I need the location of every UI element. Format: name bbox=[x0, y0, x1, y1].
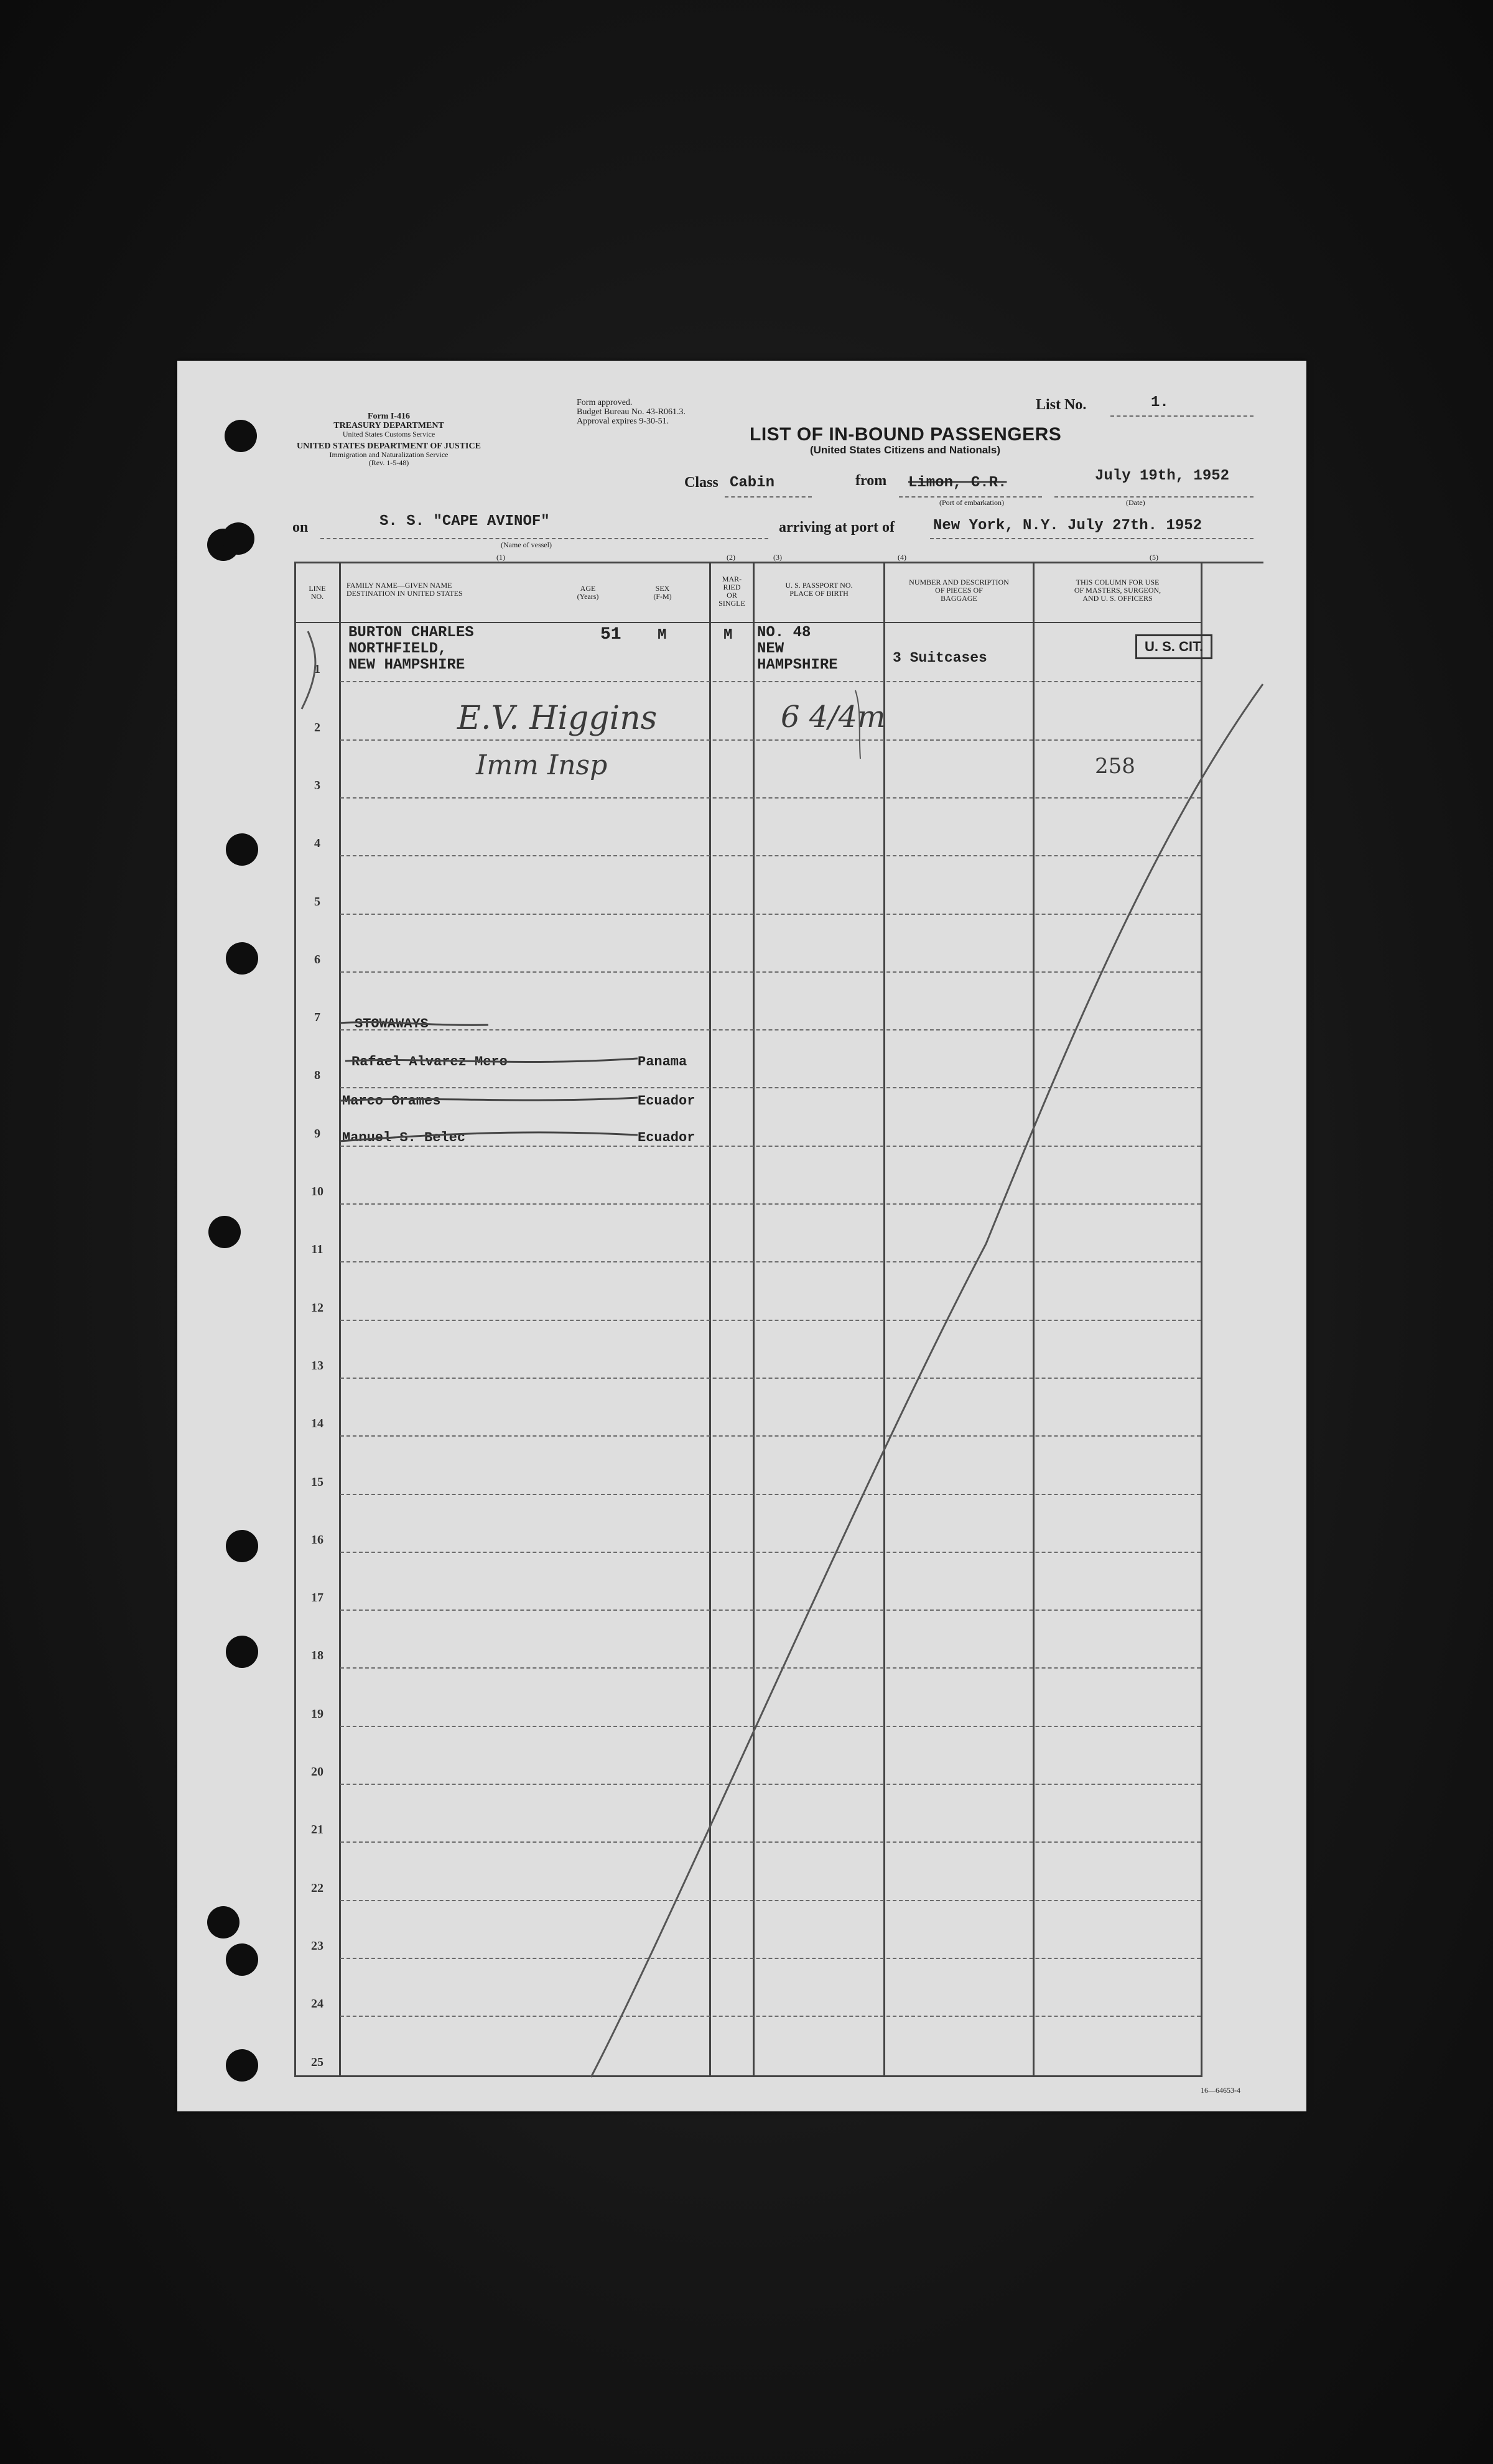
list-label: List No. bbox=[1036, 397, 1087, 413]
passenger-state: NEW HAMPSHIRE bbox=[348, 657, 465, 674]
column-number-3: (3) bbox=[773, 553, 782, 562]
column-number-5: (5) bbox=[1150, 553, 1158, 562]
stowaway-country: Panama bbox=[638, 1054, 687, 1070]
list-number: 1. bbox=[1151, 394, 1169, 411]
header-line-no-2: NO. bbox=[310, 592, 324, 601]
row-number: 11 bbox=[311, 1243, 323, 1257]
header-passport-1: U. S. PASSPORT NO. bbox=[785, 581, 853, 590]
class-label: Class bbox=[684, 475, 719, 491]
passenger-sex: M bbox=[658, 627, 667, 644]
stowaway-strike bbox=[339, 1098, 638, 1101]
column-number-1: (1) bbox=[496, 553, 505, 562]
row-number: 16 bbox=[311, 1532, 323, 1547]
row-number: 23 bbox=[311, 1938, 323, 1953]
row-number: 12 bbox=[311, 1300, 323, 1315]
inspector-initials: 6 4/4m bbox=[781, 700, 886, 734]
header-married-3: OR bbox=[727, 591, 737, 600]
stowaway-strike bbox=[345, 1058, 638, 1062]
row-number: 2 bbox=[314, 720, 320, 734]
header-baggage-1: NUMBER AND DESCRIPTION bbox=[909, 578, 1009, 586]
date-caption: (Date) bbox=[1126, 498, 1145, 507]
row-number: 24 bbox=[311, 1997, 323, 2011]
row-number: 7 bbox=[314, 1011, 320, 1025]
header-age-1: AGE bbox=[580, 584, 596, 593]
stowaway-strike bbox=[339, 1132, 638, 1141]
stowaway-name: Manuel S. Belec bbox=[342, 1130, 466, 1146]
embarkation-value: Limon, C.R. bbox=[908, 475, 1007, 491]
inspector-signature: E.V. Higgins bbox=[457, 700, 658, 737]
passenger-name: BURTON CHARLES bbox=[348, 624, 474, 641]
passenger-city: NORTHFIELD, bbox=[348, 641, 447, 657]
arriving-label: arriving at port of bbox=[779, 519, 895, 535]
column-number-2: (2) bbox=[727, 553, 735, 562]
column-number-4: (4) bbox=[898, 553, 906, 562]
approval-line3: Approval expires 9-30-51. bbox=[577, 417, 669, 426]
header-sex-1: SEX bbox=[655, 584, 670, 593]
row-number: 15 bbox=[311, 1475, 323, 1489]
class-value: Cabin bbox=[730, 475, 775, 491]
stowaway-country: Ecuador bbox=[638, 1093, 695, 1109]
header-name-2: DESTINATION IN UNITED STATES bbox=[347, 589, 463, 598]
pencil-marks bbox=[177, 361, 1306, 2111]
approval-line2: Budget Bureau No. 43-R061.3. bbox=[577, 407, 686, 417]
row-number: 6 bbox=[314, 952, 320, 966]
stowaway-country: Ecuador bbox=[638, 1130, 695, 1146]
stowaways-heading: STOWAWAYS bbox=[355, 1016, 429, 1032]
vessel-caption: (Name of vessel) bbox=[501, 540, 552, 549]
footer-code: 16—64653-4 bbox=[1201, 2086, 1240, 2095]
header-baggage-3: BAGGAGE bbox=[941, 594, 977, 603]
header-line-no-1: LINE bbox=[309, 584, 326, 593]
embarkation-caption: (Port of embarkation) bbox=[939, 498, 1004, 507]
header-married-4: SINGLE bbox=[719, 599, 745, 608]
baggage-value: 3 Suitcases bbox=[893, 650, 987, 666]
row-number: 3 bbox=[314, 778, 320, 792]
passport-number: NO. 48 bbox=[757, 624, 811, 641]
header-married-2: RIED bbox=[723, 583, 741, 591]
row-number: 20 bbox=[311, 1765, 323, 1779]
row-number: 19 bbox=[311, 1707, 323, 1721]
stowaway-name: Rafael Alvarez Mero bbox=[351, 1054, 508, 1070]
form-id: Form I-416 bbox=[367, 412, 411, 421]
cancel-diagonal-line bbox=[591, 684, 1263, 2077]
justice-dept: UNITED STATES DEPARTMENT OF JUSTICE bbox=[297, 442, 481, 451]
row-number: 14 bbox=[311, 1417, 323, 1431]
passenger-age: 51 bbox=[600, 625, 621, 644]
on-label: on bbox=[292, 519, 309, 535]
row-number: 13 bbox=[311, 1358, 323, 1373]
row-number: 5 bbox=[314, 894, 320, 909]
row-number: 9 bbox=[314, 1126, 320, 1141]
header-officers-2: OF MASTERS, SURGEON, bbox=[1074, 586, 1161, 595]
page-subtitle: (United States Citizens and Nationals) bbox=[809, 444, 1001, 456]
header-baggage-2: OF PIECES OF bbox=[935, 586, 983, 595]
manifest-page bbox=[177, 361, 1306, 2111]
from-label: from bbox=[855, 473, 887, 489]
row-number: 21 bbox=[311, 1823, 323, 1837]
stowaways-strike bbox=[339, 1022, 488, 1026]
row-number: 18 bbox=[311, 1649, 323, 1663]
row-number: 22 bbox=[311, 1881, 323, 1895]
header-age-2: (Years) bbox=[577, 592, 599, 601]
us-citizen-stamp: U. S. CIT. bbox=[1135, 634, 1212, 659]
inspector-title: Imm Insp bbox=[476, 749, 608, 781]
revision: (Rev. 1-5-48) bbox=[368, 458, 409, 467]
page-title: LIST OF IN-BOUND PASSENGERS bbox=[750, 424, 1062, 445]
arrival-value: New York, N.Y. July 27th. 1952 bbox=[933, 517, 1202, 534]
stowaway-name: Marco Orames bbox=[342, 1093, 441, 1109]
row-number: 10 bbox=[311, 1185, 323, 1198]
passport-check-stroke bbox=[855, 690, 860, 759]
approval-line1: Form approved. bbox=[577, 398, 633, 407]
birthplace-line1: NEW bbox=[757, 641, 784, 657]
row-number: 17 bbox=[311, 1591, 323, 1605]
header-name-1: FAMILY NAME—GIVEN NAME bbox=[347, 581, 452, 590]
line-one-bracket bbox=[302, 631, 315, 709]
row-number: 8 bbox=[314, 1068, 320, 1083]
ins-service: Immigration and Naturalization Service bbox=[329, 450, 449, 459]
header-officers-3: AND U. S. OFFICERS bbox=[1082, 594, 1153, 603]
treasury-dept: TREASURY DEPARTMENT bbox=[333, 421, 444, 430]
header-married-1: MAR- bbox=[722, 575, 742, 583]
row-number: 4 bbox=[314, 836, 320, 851]
row-number: 1 bbox=[314, 662, 320, 677]
passenger-married: M bbox=[723, 627, 733, 644]
customs-service: United States Customs Service bbox=[342, 430, 435, 438]
vessel-value: S. S. "CAPE AVINOF" bbox=[379, 513, 550, 530]
row-number: 25 bbox=[311, 2055, 323, 2069]
header-officers-1: THIS COLUMN FOR USE bbox=[1076, 578, 1160, 586]
birthplace-line2: HAMPSHIRE bbox=[757, 657, 838, 674]
header-passport-2: PLACE OF BIRTH bbox=[789, 589, 849, 598]
date-value: July 19th, 1952 bbox=[1095, 468, 1230, 484]
header-sex-2: (F-M) bbox=[653, 592, 672, 601]
officer-number: 258 bbox=[1095, 754, 1135, 779]
